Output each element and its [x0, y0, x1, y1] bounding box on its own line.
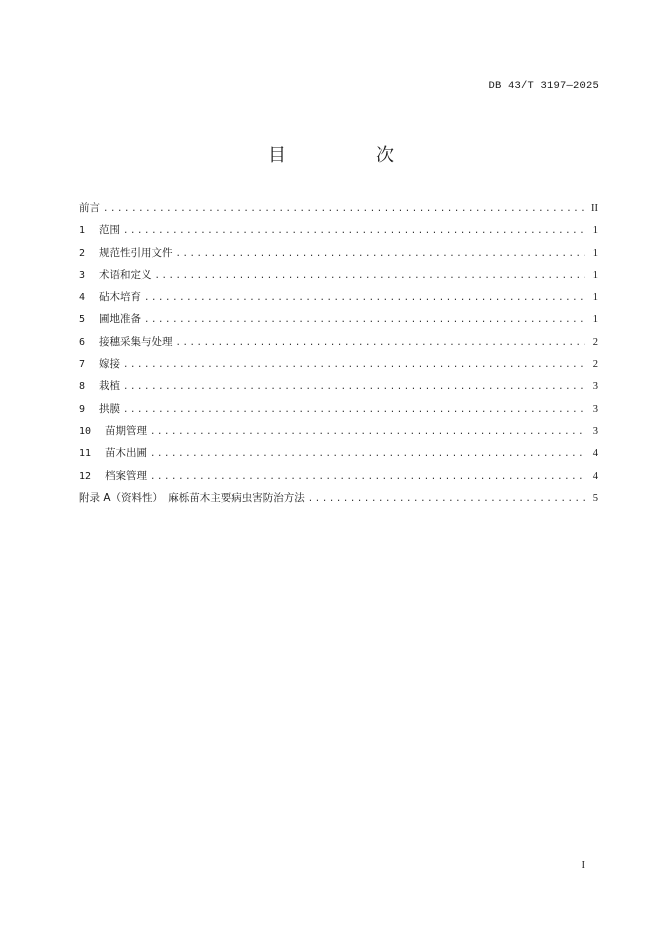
toc-entry-page: 5 — [592, 492, 598, 504]
toc-entry-8[interactable] — [79, 378, 598, 400]
toc-entry-appendix-a[interactable] — [79, 490, 598, 512]
toc-entry-number: 7 — [79, 359, 86, 371]
toc-leader-dots — [155, 271, 586, 281]
toc-entry-page: 3 — [592, 425, 598, 437]
toc-entry-number: 10 — [79, 425, 92, 437]
toc-entry-page: 4 — [592, 470, 598, 482]
toc-leader-dots — [123, 226, 585, 236]
toc-leader-dots — [176, 338, 586, 348]
toc-entry-11[interactable] — [79, 445, 598, 467]
toc-entry-number: 6 — [79, 336, 86, 348]
toc-entry-page: 3 — [592, 403, 598, 415]
toc-entry-page: 2 — [592, 336, 598, 348]
toc-entry-number: 2 — [79, 247, 86, 259]
toc-entry-label: 苗木出圃 — [105, 447, 147, 460]
toc-entry-12[interactable] — [79, 468, 598, 490]
toc-leader-dots — [150, 427, 585, 437]
toc-entry-label: 规范性引用文件 — [99, 246, 173, 259]
toc-leader-dots — [150, 472, 585, 482]
toc-entry-number: 5 — [79, 314, 86, 326]
toc-title: 目 次 — [268, 145, 430, 166]
toc-entry-page: II — [591, 203, 598, 214]
toc-entry-1[interactable] — [79, 222, 598, 244]
toc-leader-dots — [123, 382, 585, 392]
toc-entry-9[interactable] — [79, 401, 598, 423]
toc-entry-5[interactable] — [79, 311, 598, 333]
toc-entry-page: 1 — [592, 292, 598, 304]
toc-leader-dots — [144, 293, 585, 303]
toc-entry-page: 1 — [592, 247, 598, 259]
toc-leader-dots — [123, 405, 585, 415]
standard-code: DB 43/T 3197—2025 — [488, 80, 599, 92]
toc-entry-label: 栽植 — [99, 380, 120, 393]
toc-entry-page: 1 — [592, 269, 598, 281]
toc-entry-label: 术语和定义 — [99, 268, 152, 281]
toc-leader-dots — [176, 249, 586, 259]
toc-leader-dots — [103, 204, 585, 214]
toc-leader-dots — [150, 449, 585, 459]
toc-entry-number: 11 — [79, 448, 92, 460]
toc-entry-label: 苗期管理 — [105, 424, 147, 437]
toc-entry-label: 圃地准备 — [99, 313, 141, 326]
toc-entry-3[interactable] — [79, 267, 598, 289]
toc-entry-7[interactable] — [79, 356, 598, 378]
toc-entry-page: 2 — [592, 359, 598, 371]
toc-entry-label: 砧木培育 — [99, 291, 141, 304]
toc-entry-number: 1 — [79, 225, 86, 237]
toc-entry-label: 拱膜 — [99, 402, 120, 415]
toc-leader-dots — [308, 494, 585, 504]
toc-entry-label: 接穗采集与处理 — [99, 335, 173, 348]
toc-entry-label: 档案管理 — [105, 469, 147, 482]
toc-entry-page: 4 — [592, 448, 598, 460]
toc-entry-number: 12 — [79, 470, 92, 482]
toc-entry-page: 3 — [592, 381, 598, 393]
toc-entry-label: 前言 — [79, 202, 100, 214]
toc-entry-6[interactable] — [79, 334, 598, 356]
toc-entry-number: 4 — [79, 292, 86, 304]
toc-leader-dots — [123, 360, 585, 370]
toc-entry-2[interactable] — [79, 245, 598, 267]
toc-leader-dots — [144, 315, 585, 325]
page-number: I — [581, 860, 585, 871]
toc-entry-foreword[interactable] — [79, 200, 598, 222]
toc-entry-label: 范围 — [99, 224, 120, 237]
toc-entry-page: 1 — [592, 314, 598, 326]
toc-entry-10[interactable] — [79, 423, 598, 445]
toc-list — [79, 200, 598, 512]
toc-entry-number: 3 — [79, 269, 86, 281]
toc-entry-number: 8 — [79, 381, 86, 393]
toc-entry-4[interactable] — [79, 289, 598, 311]
toc-entry-label: 附录 A（资料性） 麻栎苗木主要病虫害防治方法 — [79, 491, 305, 504]
toc-entry-label: 嫁接 — [99, 358, 120, 371]
toc-entry-number: 9 — [79, 403, 86, 415]
toc-entry-page: 1 — [592, 225, 598, 237]
